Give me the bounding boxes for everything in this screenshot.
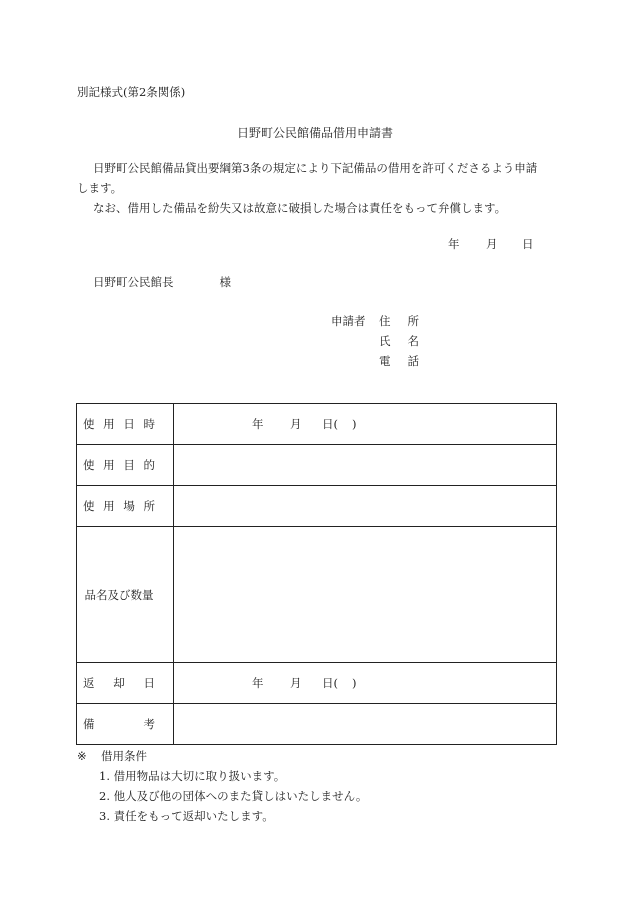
applicant-address-label: 住 所 [379,314,419,328]
application-date [448,236,534,252]
condition-item: 2. 他人及び他の団体へのまた貸しはいたしません。 [99,789,368,803]
items-field[interactable] [174,527,557,663]
row-items [77,527,557,663]
label-remarks: 備 考 [77,704,174,745]
addressee [93,274,231,290]
request-paragraph-line2: します。 [77,181,123,195]
conditions-title: 借用条件 [101,749,147,763]
applicant-block [331,311,419,371]
use-place-field[interactable] [174,486,557,527]
addressee-honorific: 様 [219,275,231,289]
applicant-label: 申請者 [331,314,366,328]
label-return-date: 返 却 日 [77,663,174,704]
row-use-purpose [77,445,557,486]
row-use-place [77,486,557,527]
condition-item: 1. 借用物品は大切に取り扱います。 [99,769,286,783]
condition-item: 3. 責任をもって返却いたします。 [99,809,274,823]
document-title: 日野町公民館備品借用申請書 [236,126,393,140]
request-paragraph-line1: 日野町公民館備品貸出要綱第3条の規定により下記備品の借用を許可くださるよう申請 [93,161,538,175]
date-month-label: 月 [486,237,498,251]
date-day-label: 日 [522,237,534,251]
row-return-date [77,663,557,704]
use-datetime-field[interactable]: 年 月 日( ) [174,404,557,445]
applicant-name-label: 氏 名 [379,334,419,348]
conditions-heading [77,746,367,766]
label-use-place: 使 用 場 所 [77,486,174,527]
label-use-datetime: 使 用 日 時 [77,404,174,445]
row-use-datetime [77,404,557,445]
date-year-label: 年 [448,237,460,251]
equipment-loan-table [76,403,557,745]
label-items: 品名及び数量 [77,527,174,663]
applicant-phone-label: 電 話 [379,354,419,368]
label-use-purpose: 使 用 目 的 [77,445,174,486]
remarks-field[interactable] [174,704,557,745]
return-date-field[interactable]: 年 月 日( ) [174,663,557,704]
use-purpose-field[interactable] [174,445,557,486]
form-label: 別記様式(第2条関係) [77,85,186,99]
note-mark: ※ [77,749,87,763]
loan-conditions [77,746,367,826]
row-remarks [77,704,557,745]
addressee-name: 日野町公民館長 [93,275,174,289]
liability-paragraph: なお、借用した備品を紛失又は故意に破損した場合は責任をもって弁償します。 [93,201,507,215]
